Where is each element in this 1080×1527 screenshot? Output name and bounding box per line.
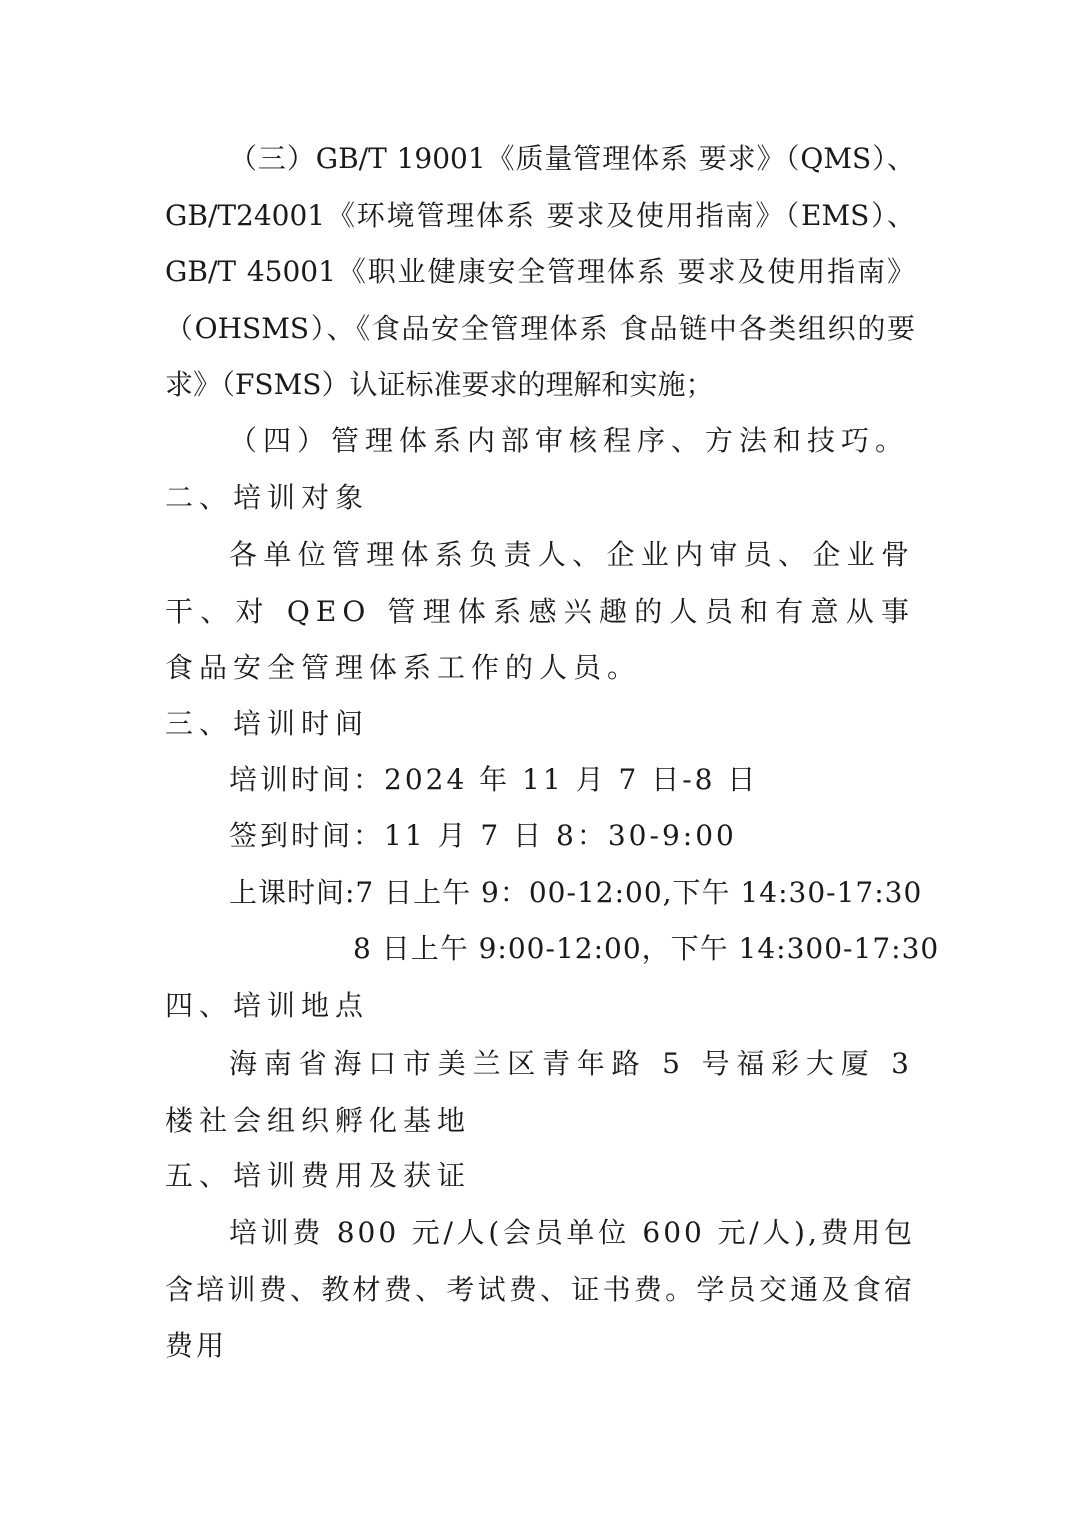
class-time-day2: 8 日上午 9:00-12:00，下午 14:300-17:30: [353, 932, 940, 965]
section-heading-fees: 五、培训费用及获证: [165, 1159, 472, 1192]
training-date: 培训时间：2024 年 11 月 7 日-8 日: [229, 763, 759, 796]
paragraph-fees: 培训费 800 元/人(会员单位 600 元/人),费用包含培训费、教材费、考试费、证书费。学员交通及食宿费用: [165, 1216, 915, 1362]
paragraph-standards: （三）GB/T 19001《质量管理体系 要求》（QMS）、GB/T24001《环境管理体系 要求及使用指南》（EMS）、GB/T 45001《职业健康安全管理体系 要求及使用指南》（OHSMS）、《食品安全管理体系 食品链中各类组织的要求》（FSMS）认证标准要求的理解和实施；: [165, 142, 915, 401]
signin-time: 签到时间：11 月 7 日 8：30-9:00: [229, 819, 737, 852]
class-time-day1: 上课时间:7 日上午 9：00-12:00,下午 14:30-17:30: [229, 876, 923, 909]
paragraph-audience: 各单位管理体系负责人、企业内审员、企业骨干、对 QEO 管理体系感兴趣的人员和有意从事食品安全管理体系工作的人员。: [165, 538, 915, 684]
paragraph-location: 海南省海口市美兰区青年路 5 号福彩大厦 3 楼社会组织孵化基地: [165, 1047, 915, 1137]
section-heading-location: 四、培训地点: [165, 989, 370, 1022]
section-heading-time: 三、培训时间: [165, 707, 370, 740]
paragraph-audit-methods: （四）管理体系内部审核程序、方法和技巧。: [229, 424, 910, 457]
section-heading-audience: 二、培训对象: [165, 481, 370, 514]
